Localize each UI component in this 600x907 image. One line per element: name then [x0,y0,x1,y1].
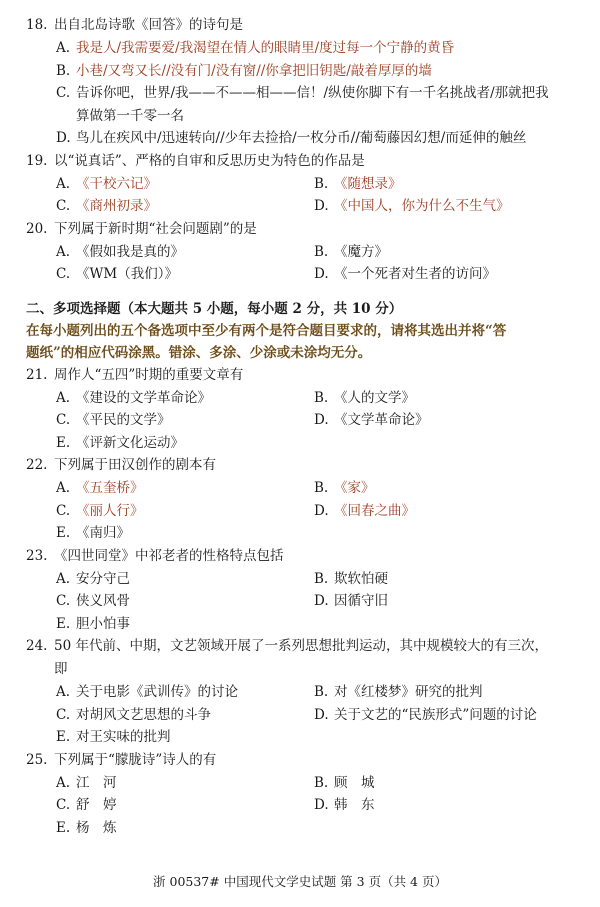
question-text: 下列属于新时期“社会问题剧”的是 [54,220,257,237]
option-b: B. 《家》 [314,480,375,496]
question-number: 18. [26,17,48,33]
option-a: A. 《假如我是真的》 [56,243,184,260]
question-text-continued: 即 [54,661,68,677]
option-b: B. 小巷/又弯又长//没有门/没有窗//你拿把旧钥匙/敲着厚厚的墙 [56,62,432,79]
option-a: A. 安分守己 [56,570,130,587]
question-text: 50 年代前、中期，文艺领域开展了一系列思想批判运动，其中规模较大的有三次， [54,638,548,654]
question-number: 21. [26,366,48,383]
option-d: D. 韩 东 [314,797,375,813]
page-footer: 浙 00537# 中国现代文学史试题 第 3 页（共 4 页） [153,874,447,889]
option-e: E. 《评新文化运动》 [56,434,184,451]
option-c: C. 《平民的文学》 [56,412,171,428]
question-text: 下列属于田汉创作的剧本有 [54,457,216,473]
question-text: 出自北岛诗歌《回答》的诗句是 [54,17,243,33]
question-text: 《四世同堂》中祁老者的性格特点包括 [54,547,284,564]
question-number: 19. [26,152,48,169]
question-text: 周作人“五四”时期的重要文章有 [54,366,244,383]
question-21 [26,364,576,455]
option-a: A. 江 河 [56,774,117,791]
option-a: A. 关于电影《武训传》的讨论 [56,684,238,700]
question-text: 以“说真话”、严格的自审和反思历史为特色的作品是 [54,152,365,169]
question-25 [26,749,576,840]
option-d: D. 《一个死者对生者的访问》 [314,266,496,282]
option-a: A. 《五奎桥》 [56,480,144,496]
option-c: C. 《商州初录》 [56,198,157,214]
option-c: C. 侠义风骨 [56,593,130,609]
question-24 [26,635,576,749]
option-b: B. 顾 城 [314,774,375,791]
option-e: E. 杨 炼 [56,819,117,836]
question-22 [26,454,576,545]
option-c: C. 《WM（我们）》 [56,266,178,282]
option-c: C. 告诉你吧，世界/我——不——相——信！/纵使你脚下有一千名挑战者/那就把我 [56,85,549,101]
option-c-continued: 算做第一千零一名 [76,107,184,124]
option-d: D. 《回春之曲》 [314,502,415,519]
option-b: B. 《随想录》 [314,175,402,192]
question-20 [26,218,576,286]
section-title: 二、多项选择题（本大题共 5 小题，每小题 2 分，共 10 分） [26,300,403,317]
question-number: 23. [26,547,48,564]
option-a: A. 《建设的文学革命论》 [56,389,211,406]
question-18 [26,14,576,150]
option-a: A. 我是人/我需要爱/我渴望在情人的眼睛里/度过每一个宁静的黄昏 [56,40,455,56]
option-c: C. 舒 婷 [56,797,117,813]
question-text: 下列属于“朦胧诗”诗人的有 [54,751,217,768]
option-b: B. 欺软怕硬 [314,570,388,587]
option-e: E. 胆小怕事 [56,615,130,632]
section-instructions-line1: 在每小题列出的五个备选项中至少有两个是符合题目要求的，请将其选出并将“答 [26,322,507,339]
question-number: 22. [26,457,48,473]
question-19 [26,150,576,218]
option-b: B. 《人的文学》 [314,389,415,406]
option-a: A. 《干校六记》 [56,175,157,192]
question-number: 25. [26,751,48,768]
option-d: D. 因循守旧 [314,593,388,609]
option-e: E. 《南归》 [56,525,130,541]
option-b: B. 《魔方》 [314,243,388,260]
section-instructions-line2: 题纸”的相应代码涂黑。错涂、多涂、少涂或未涂均无分。 [26,344,372,361]
option-b: B. 对《红楼梦》研究的批判 [314,684,483,700]
option-c: C. 对胡风文艺思想的斗争 [56,706,211,723]
option-c: C. 《丽人行》 [56,502,144,519]
option-e: E. 对王实味的批判 [56,729,171,745]
option-d: D. 关于文艺的“民族形式”问题的讨论 [314,706,537,723]
question-23 [26,545,576,636]
option-d: D. 鸟儿在疾风中/迅速转向//少年去捡拾/一枚分币//葡萄藤因幻想/而延伸的触丝 [56,130,527,146]
question-number: 20. [26,220,48,237]
question-number: 24. [26,638,48,654]
option-d: D. 《中国人，你为什么不生气》 [314,198,510,214]
option-d: D. 《文学革命论》 [314,412,429,428]
